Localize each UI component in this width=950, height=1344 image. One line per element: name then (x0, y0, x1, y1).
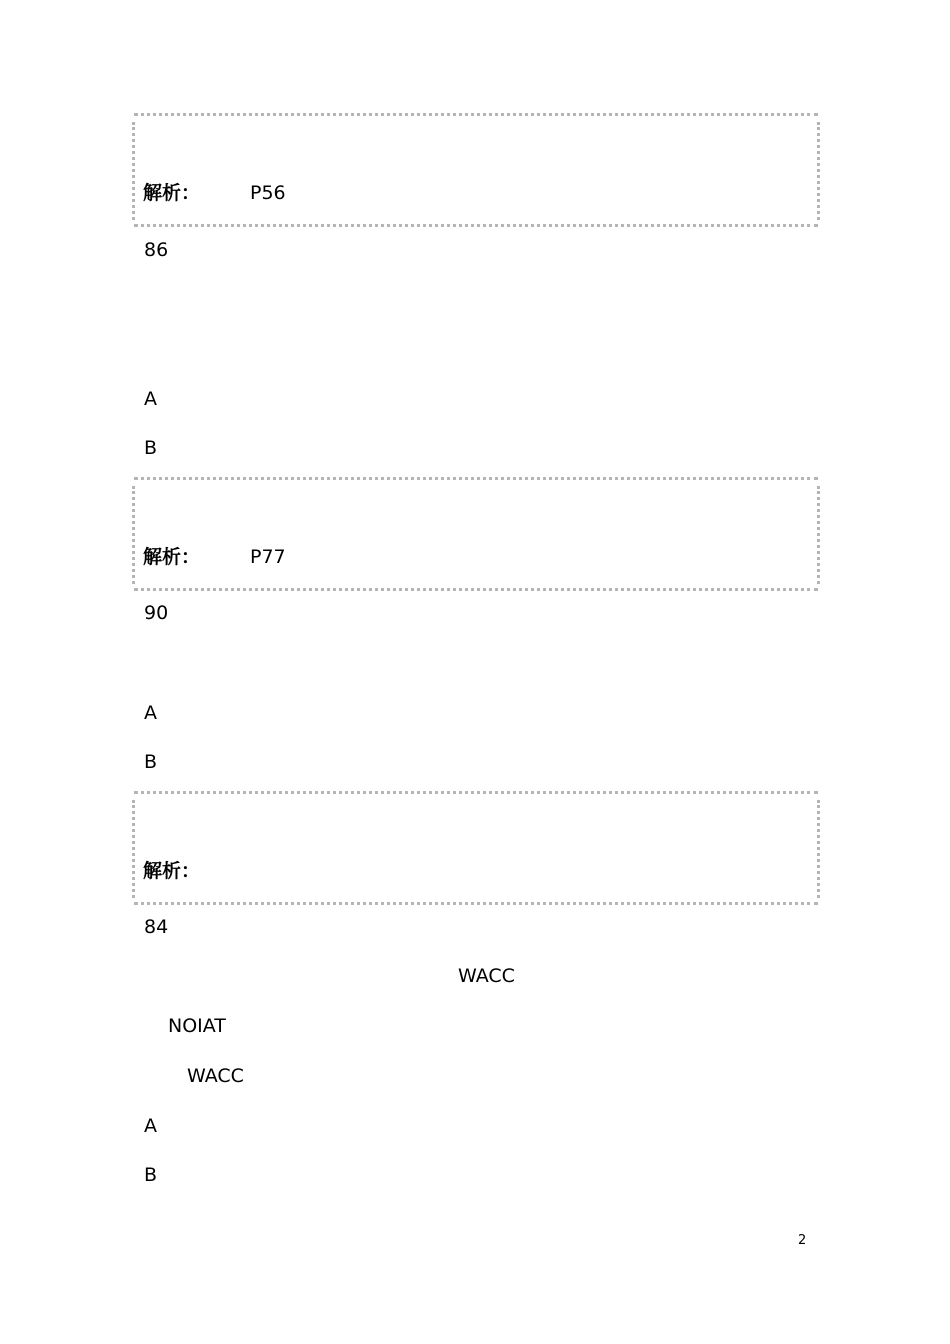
analysis-page-ref: P77 (250, 546, 286, 568)
option-a: A (144, 1115, 157, 1137)
question-number: 90 (144, 602, 169, 624)
analysis-box (134, 477, 818, 591)
question-text-noiat: NOIAT (168, 1015, 226, 1037)
page-number: 2 (798, 1233, 807, 1248)
question-number: 84 (144, 916, 169, 938)
analysis-label: 解析： (143, 860, 201, 882)
analysis-label: 解析： (143, 182, 201, 204)
option-b: B (144, 437, 158, 459)
option-a: A (144, 702, 157, 724)
analysis-box (134, 791, 818, 905)
option-a: A (144, 388, 157, 410)
analysis-box (134, 113, 818, 227)
question-text-wacc: WACC (458, 965, 515, 987)
option-b: B (144, 751, 158, 773)
question-text-wacc-2: WACC (187, 1065, 244, 1087)
option-b: B (144, 1164, 158, 1186)
question-number: 86 (144, 239, 169, 261)
analysis-page-ref: P56 (250, 182, 286, 204)
analysis-label: 解析： (143, 546, 201, 568)
